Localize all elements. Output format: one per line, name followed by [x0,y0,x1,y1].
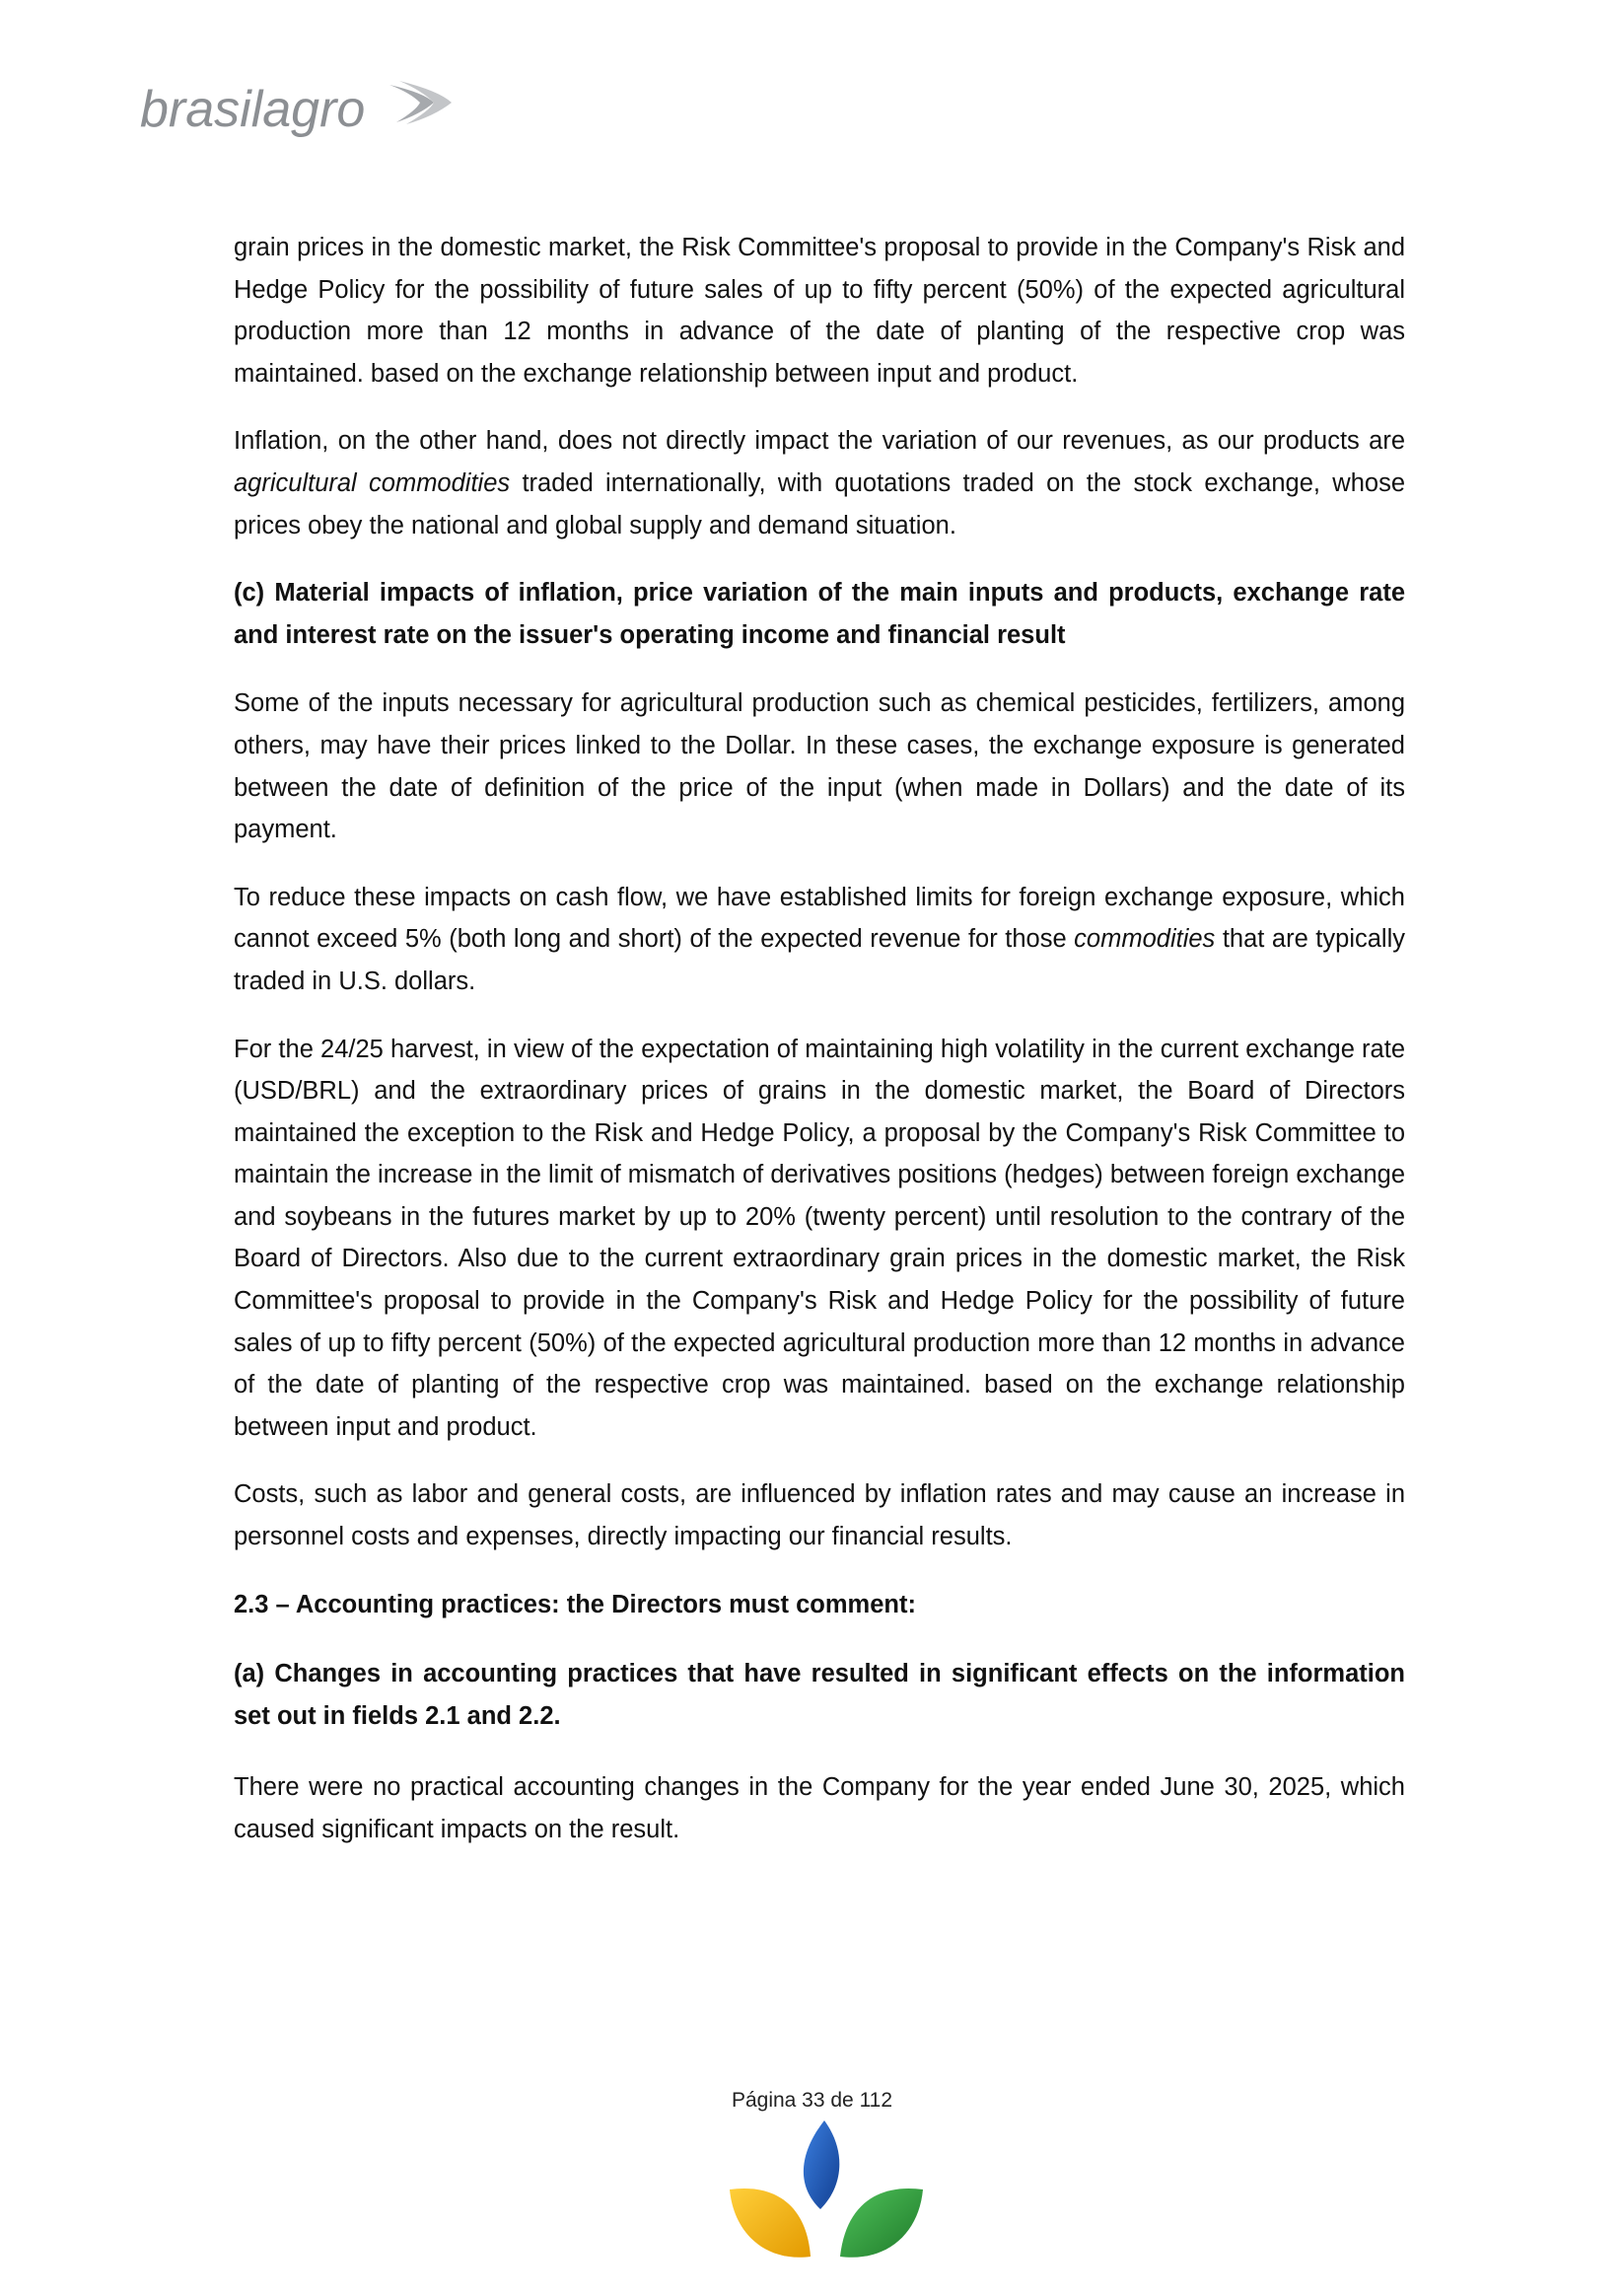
text-run: To reduce these impacts on cash flow, we have established limits for foreign exchange exposure, which cannot exceed 5% (both long and short) of the expected revenue for those [234,883,1405,954]
logo-text: brasilagro [140,81,366,138]
green-leaf-icon [840,2188,923,2258]
text-run: Inflation, on the other hand, does not directly impact the variation of our revenues, as our products are [234,427,1405,456]
paragraph: Costs, such as labor and general costs, are influenced by inflation rates and may cause an increase in personnel costs and expenses, directly impacting our financial results. [234,1480,1405,1551]
page-number: Página 33 de 112 [731,2089,893,2112]
section-heading-c: (c) Material impacts of inflation, price variation of the main inputs and products, exchange rate and interest rate on the issuer's operating income and financial result [234,579,1405,649]
italic-term: commodities [1074,925,1216,954]
paragraph: grain prices in the domestic market, the Risk Committee's proposal to provide in the Company's Risk and Hedge Policy for the possibility of future sales of up to fifty percent (50%) of the expected agricultural production more than 12 months in advance of the date of planting of the respective crop was maintained. based on the exchange relationship between input and product. [234,234,1405,388]
blue-leaf-icon [804,2120,839,2209]
paragraph: There were no practical accounting changes in the Company for the year ended June 30, 2025, which caused significant impacts on the result. [234,1773,1405,1843]
text-run: traded internationally, with quotations traded on the stock exchange, whose prices obey the national and global supply and demand situation. [234,468,1406,539]
leaves-icon [724,2118,931,2266]
brasilagro-logo-graphic [138,71,454,150]
italic-term: agricultural commodities [234,468,511,497]
brasilagro-logo [138,71,454,150]
section-heading-2-3: 2.3 – Accounting practices: the Directors must comment: [234,1590,916,1618]
paragraph: Some of the inputs necessary for agricultural production such as chemical pesticides, fertilizers, among others, may have their prices linked to the Dollar. In these cases, the exchange exposure is generated between the date of definition of the price of the input (when made in Dollars) and the date of its payment. [234,689,1405,844]
paragraph-inflation [234,420,1405,546]
paragraph: For the 24/25 harvest, in view of the expectation of maintaining high volatility in the current exchange rate (USD/BRL) and the extraordinary prices of grains in the domestic market, the Board of Directors maintained the exception to the Risk and Hedge Policy, a proposal by the Company's Risk Committee to maintain the increase in the limit of mismatch of derivatives positions (hedges) between foreign exchange and soybeans in the futures market by up to 20% (twenty percent) until resolution to the contrary of the Board of Directors. Also due to the current extraordinary grain prices in the domestic market, the Risk Committee's proposal to provide in the Company's Risk and Hedge Policy for the possibility of future sales of up to fifty percent (50%) of the expected agricultural production more than 12 months in advance of the date of planting of the respective crop was maintained. based on the exchange relationship between input and product. [234,1035,1405,1441]
text-run: that are typically traded in U.S. dollars. [234,925,1406,995]
document-body [234,227,1405,1877]
footer-leaves-logo [724,2118,931,2266]
yellow-leaf-icon [730,2188,811,2258]
paragraph-exposure [234,877,1405,1003]
section-heading-a: (a) Changes in accounting practices that have resulted in significant effects on the information set out in fields 2.1 and 2.2. [234,1660,1405,1730]
